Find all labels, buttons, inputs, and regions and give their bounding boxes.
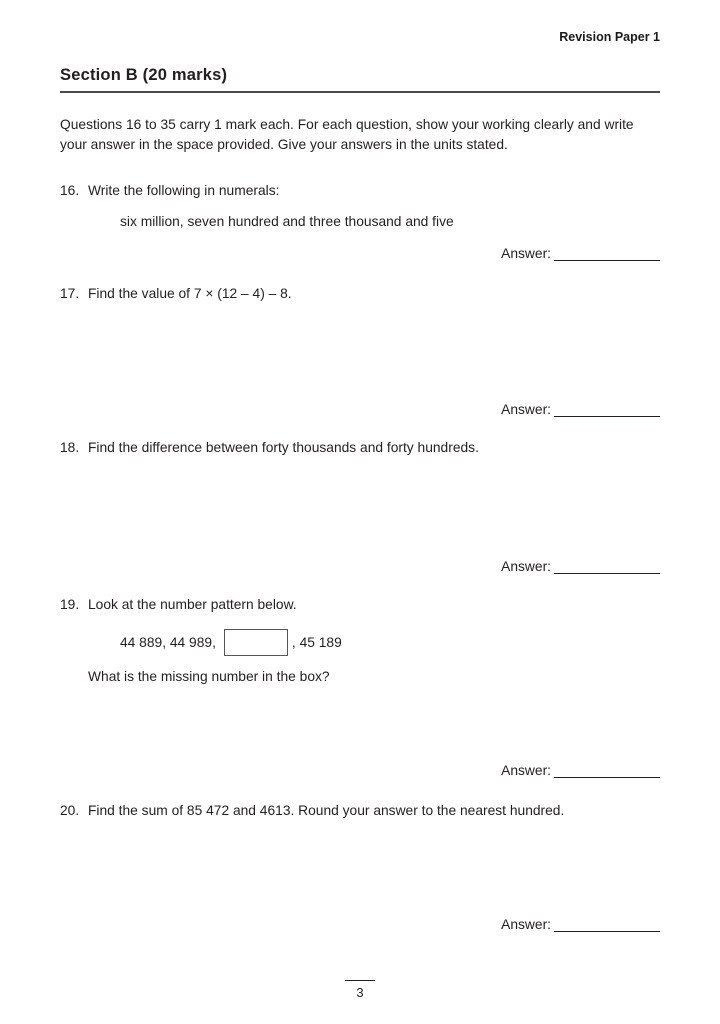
answer-label-18: Answer: xyxy=(501,559,551,575)
answer-blank-18 xyxy=(554,558,660,574)
question-17-text: Find the value of 7 × (12 – 4) – 8. xyxy=(88,285,292,301)
question-16-subtext: six million, seven hundred and three thousand and five xyxy=(120,213,454,229)
page-footer xyxy=(0,980,720,1000)
answer-row-20 xyxy=(60,916,660,932)
footer-divider xyxy=(345,980,375,981)
number-pattern-row xyxy=(120,629,660,656)
answer-blank-19 xyxy=(554,762,660,778)
page-number: 3 xyxy=(356,985,364,1000)
question-19-text: Look at the number pattern below. xyxy=(88,597,297,613)
section-title: Section B (20 marks) xyxy=(60,66,660,93)
question-17 xyxy=(60,285,660,304)
question-16-text: Write the following in numerals: xyxy=(88,183,280,199)
answer-label-19: Answer: xyxy=(501,762,551,778)
question-19-number: 19. xyxy=(60,597,80,613)
question-18 xyxy=(60,439,660,458)
question-20-number: 20. xyxy=(60,802,80,818)
question-18-number: 18. xyxy=(60,440,80,456)
question-20-text: Find the sum of 85 472 and 4613. Round your answer to the nearest hundred. xyxy=(88,802,565,818)
question-19-followup: What is the missing number in the box? xyxy=(88,668,330,684)
answer-row-16 xyxy=(60,245,660,261)
answer-row-17 xyxy=(60,401,660,417)
answer-blank-20 xyxy=(554,916,660,932)
answer-blank-16 xyxy=(554,245,660,261)
question-20 xyxy=(60,802,660,821)
question-19 xyxy=(60,596,660,615)
answer-label-17: Answer: xyxy=(501,402,551,418)
answer-label-16: Answer: xyxy=(501,245,551,261)
question-16 xyxy=(60,182,660,201)
question-16-number: 16. xyxy=(60,183,80,199)
question-18-text: Find the difference between forty thousands and forty hundreds. xyxy=(88,440,479,456)
answer-label-20: Answer: xyxy=(501,917,551,933)
answer-row-18 xyxy=(60,558,660,574)
header-title: Revision Paper 1 xyxy=(559,30,660,44)
missing-number-box xyxy=(224,629,288,656)
instructions: Questions 16 to 35 carry 1 mark each. For each question, show your working clearly and write your answer in the space provided. Give your answers in the units stated. xyxy=(60,117,634,152)
pattern-after-text: , 45 189 xyxy=(291,634,342,650)
answer-row-19 xyxy=(60,762,660,778)
question-17-number: 17. xyxy=(60,285,80,301)
pattern-before-text: 44 889, 44 989, xyxy=(120,634,216,650)
answer-blank-17 xyxy=(554,401,660,417)
